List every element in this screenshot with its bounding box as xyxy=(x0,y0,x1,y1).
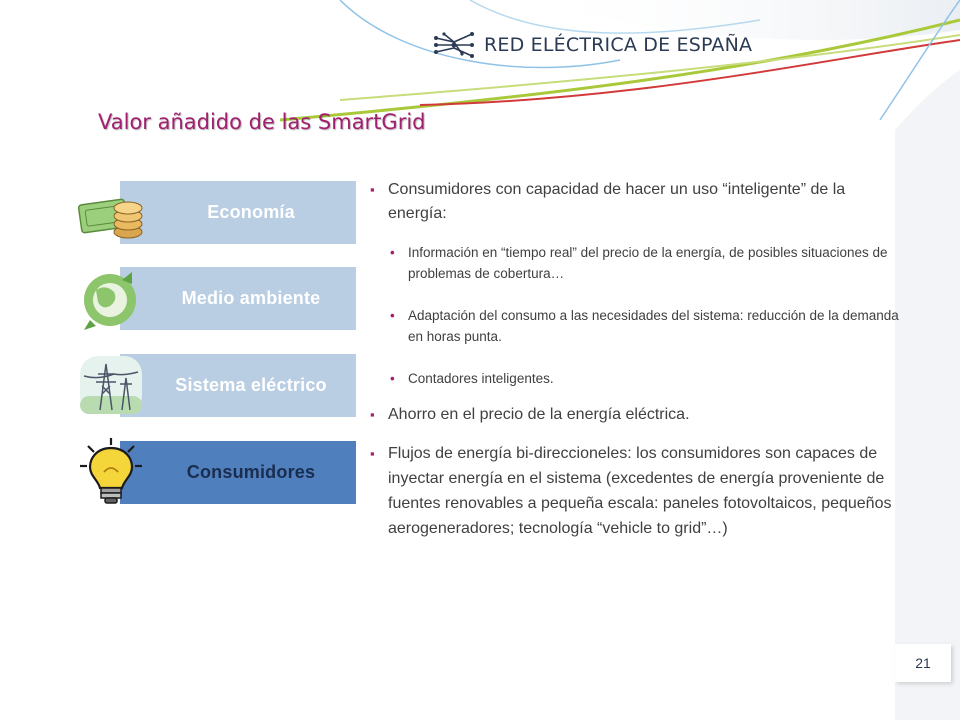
list-item xyxy=(368,403,906,427)
bullet-marker: • xyxy=(390,308,395,323)
bullet-text: Flujos de energía bi-direccioneles: los consumidores son capaces de inyectar energía en el sistema (excedentes de energía proveniente de fuentes renovables a pequeña escala: paneles fotovoltaicos, pequeños aerogeneradores; tecnología “vehicle to grid”…) xyxy=(388,445,892,537)
power-tower-icon xyxy=(76,350,146,420)
tab-label: Sistema eléctrico xyxy=(175,375,327,395)
bullet-text: Información en “tiempo real” del precio de la energía, de posibles situaciones de problemas de cobertura… xyxy=(408,245,888,281)
page-number: 21 xyxy=(895,644,951,682)
tab-label: Economía xyxy=(207,202,295,222)
bullet-text: Ahorro en el precio de la energía eléctrica. xyxy=(388,406,690,423)
ree-logo-icon xyxy=(432,28,476,62)
tab-label: Consumidores xyxy=(186,462,316,482)
tab-medio-ambiente[interactable] xyxy=(120,267,356,330)
bullet-marker: ▪ xyxy=(370,182,375,197)
bullet-text: Consumidores con capacidad de hacer un uso “inteligente” de la energía: xyxy=(388,181,846,222)
eco-globe-icon xyxy=(76,264,146,334)
content-area xyxy=(368,178,906,541)
lightbulb-icon xyxy=(76,436,146,506)
list-item xyxy=(368,441,906,541)
tab-sistema-electrico[interactable] xyxy=(120,354,356,417)
bullet-text: Adaptación del consumo a las necesidades del sistema: reducción de la demanda en horas punta. xyxy=(408,308,899,344)
list-item xyxy=(368,178,906,226)
money-coins-icon xyxy=(76,178,146,248)
tab-consumidores[interactable] xyxy=(120,441,356,504)
list-item xyxy=(368,368,906,389)
tab-label: Medio ambiente xyxy=(181,288,321,308)
tab-economia[interactable] xyxy=(120,181,356,244)
bullet-marker: ▪ xyxy=(370,407,375,422)
slide-title: Valor añadido de las SmartGrid xyxy=(98,110,426,134)
bullet-marker: • xyxy=(390,245,395,260)
list-item xyxy=(368,242,906,284)
bullet-text: Contadores inteligentes. xyxy=(408,371,554,386)
company-logo xyxy=(432,28,752,62)
bullet-marker: • xyxy=(390,371,395,386)
bullet-marker: ▪ xyxy=(370,446,375,461)
logo-text: RED ELÉCTRICA DE ESPAÑA xyxy=(484,34,753,56)
list-item xyxy=(368,305,906,347)
